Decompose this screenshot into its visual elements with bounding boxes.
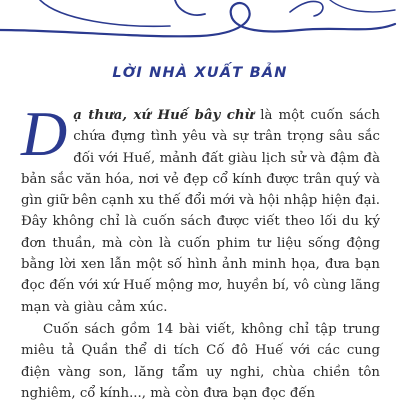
paragraph-1 [21,98,380,318]
paragraph-2: Cuốn sách gồm 14 bài viết, không chỉ tập trung miêu tả Quần thể di tích Cố đô Huế với các cung điện vàng son, lăng tẩm uy nghi, chùa chiền tôn nghiêm, cổ kính..., mà còn đưa bạn đọc đến [21,321,380,401]
body-text [21,98,380,404]
section-title: LỜI NHÀ XUẤT BẢN [112,65,288,81]
calligraphic-swirl-ornament-icon [0,0,400,60]
lead-phrase: ạ thưa, xứ Huế bây chừ [73,108,255,123]
drop-cap: D [21,98,68,169]
paragraph-1-text: là một cuốn sách chứa đựng tình yêu và sự trân trọng sâu sắc đối với Huế, mảnh đất giàu lịch sử và đậm đà bản sắc văn hóa, nơi vẻ đẹp cổ kính được trân quý và gìn giữ bên cạnh xu thế đổi mới và hội nhập hiện đại. Đây không chỉ là cuốn sách được viết theo lối du ký đơn thuần, mà còn là cuốn phim tư liệu sống động bằng lời xen lẫn một số hình ảnh minh họa, đưa bạn đọc đến với xứ Huế mộng mơ, huyền bí, vô cùng lãng mạn và giàu cảm xúc. [21,108,380,315]
